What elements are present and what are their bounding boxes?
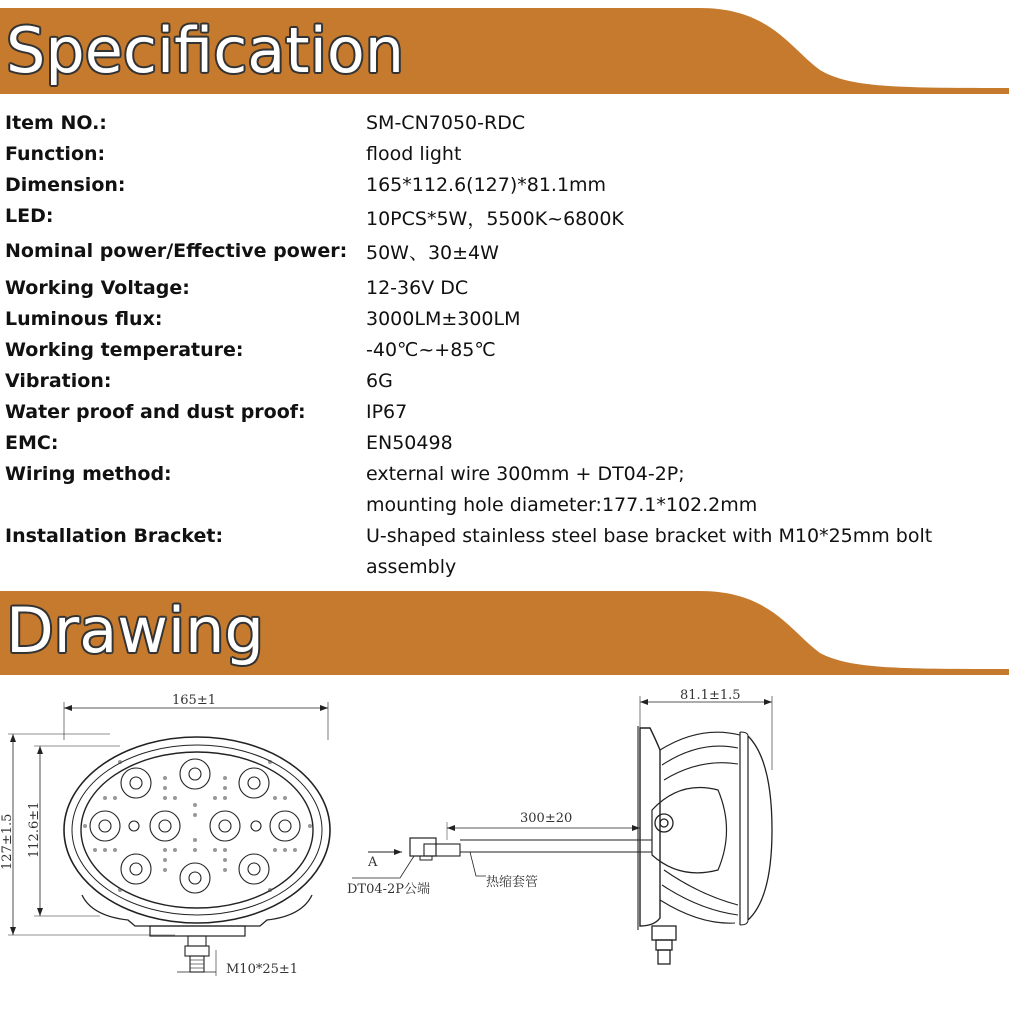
spec-value: EN50498 bbox=[366, 432, 453, 454]
spec-value: U-shaped stainless steel base bracket with M10*25mm bolt assembly bbox=[366, 525, 933, 578]
bolt-dimension: M10*25±1 bbox=[226, 962, 299, 977]
spec-value: 50W、30±4W bbox=[366, 242, 499, 264]
outer-height-dimension: 127±1.5 bbox=[0, 813, 15, 870]
spec-key: Wiring method: bbox=[5, 463, 172, 485]
spec-value: 165*112.6(127)*81.1mm bbox=[366, 174, 607, 196]
spec-key: LED: bbox=[5, 205, 54, 227]
spec-key: Item NO.: bbox=[5, 112, 107, 134]
view-label: A bbox=[368, 855, 378, 870]
depth-dimension: 81.1±1.5 bbox=[680, 688, 741, 703]
spec-value: -40℃~+85℃ bbox=[366, 339, 496, 361]
spec-key: EMC: bbox=[5, 432, 59, 454]
technical-drawing bbox=[0, 680, 1009, 1024]
spec-value: 12-36V DC bbox=[366, 277, 469, 299]
spec-value: SM-CN7050-RDC bbox=[366, 112, 526, 134]
specification-banner bbox=[0, 8, 1009, 94]
spec-value: flood light bbox=[366, 143, 462, 165]
spec-value: IP67 bbox=[366, 401, 408, 423]
spec-key: Water proof and dust proof: bbox=[5, 401, 306, 423]
spec-value: external wire 300mm + DT04-2P; bbox=[366, 463, 685, 485]
spec-key: Nominal power/Effective power: bbox=[5, 240, 348, 262]
connector-label: DT04-2P公端 bbox=[347, 882, 431, 897]
sleeve-label: 热缩套管 bbox=[486, 875, 539, 890]
side-view bbox=[352, 696, 772, 964]
spec-value: mounting hole diameter:177.1*102.2mm bbox=[366, 494, 758, 516]
spec-value: 3000LM±300LM bbox=[366, 308, 521, 330]
drawing-title: Drawing bbox=[6, 594, 264, 667]
drawing-banner bbox=[0, 591, 1009, 675]
spec-key: Function: bbox=[5, 143, 106, 165]
spec-key: Installation Bracket: bbox=[5, 525, 224, 547]
spec-key: Working Voltage: bbox=[5, 277, 190, 299]
front-view bbox=[8, 702, 330, 976]
spec-key: Vibration: bbox=[5, 370, 112, 392]
spec-key: Working temperature: bbox=[5, 339, 244, 361]
spec-value: 6G bbox=[366, 370, 393, 392]
spec-key: Luminous flux: bbox=[5, 308, 163, 330]
width-dimension: 165±1 bbox=[172, 693, 216, 708]
wire-length-dimension: 300±20 bbox=[520, 811, 573, 826]
spec-value: 10PCS*5W，5500K~6800K bbox=[366, 208, 624, 230]
specification-title: Specification bbox=[6, 14, 405, 87]
spec-key: Dimension: bbox=[5, 174, 126, 196]
inner-height-dimension: 112.6±1 bbox=[27, 801, 42, 858]
